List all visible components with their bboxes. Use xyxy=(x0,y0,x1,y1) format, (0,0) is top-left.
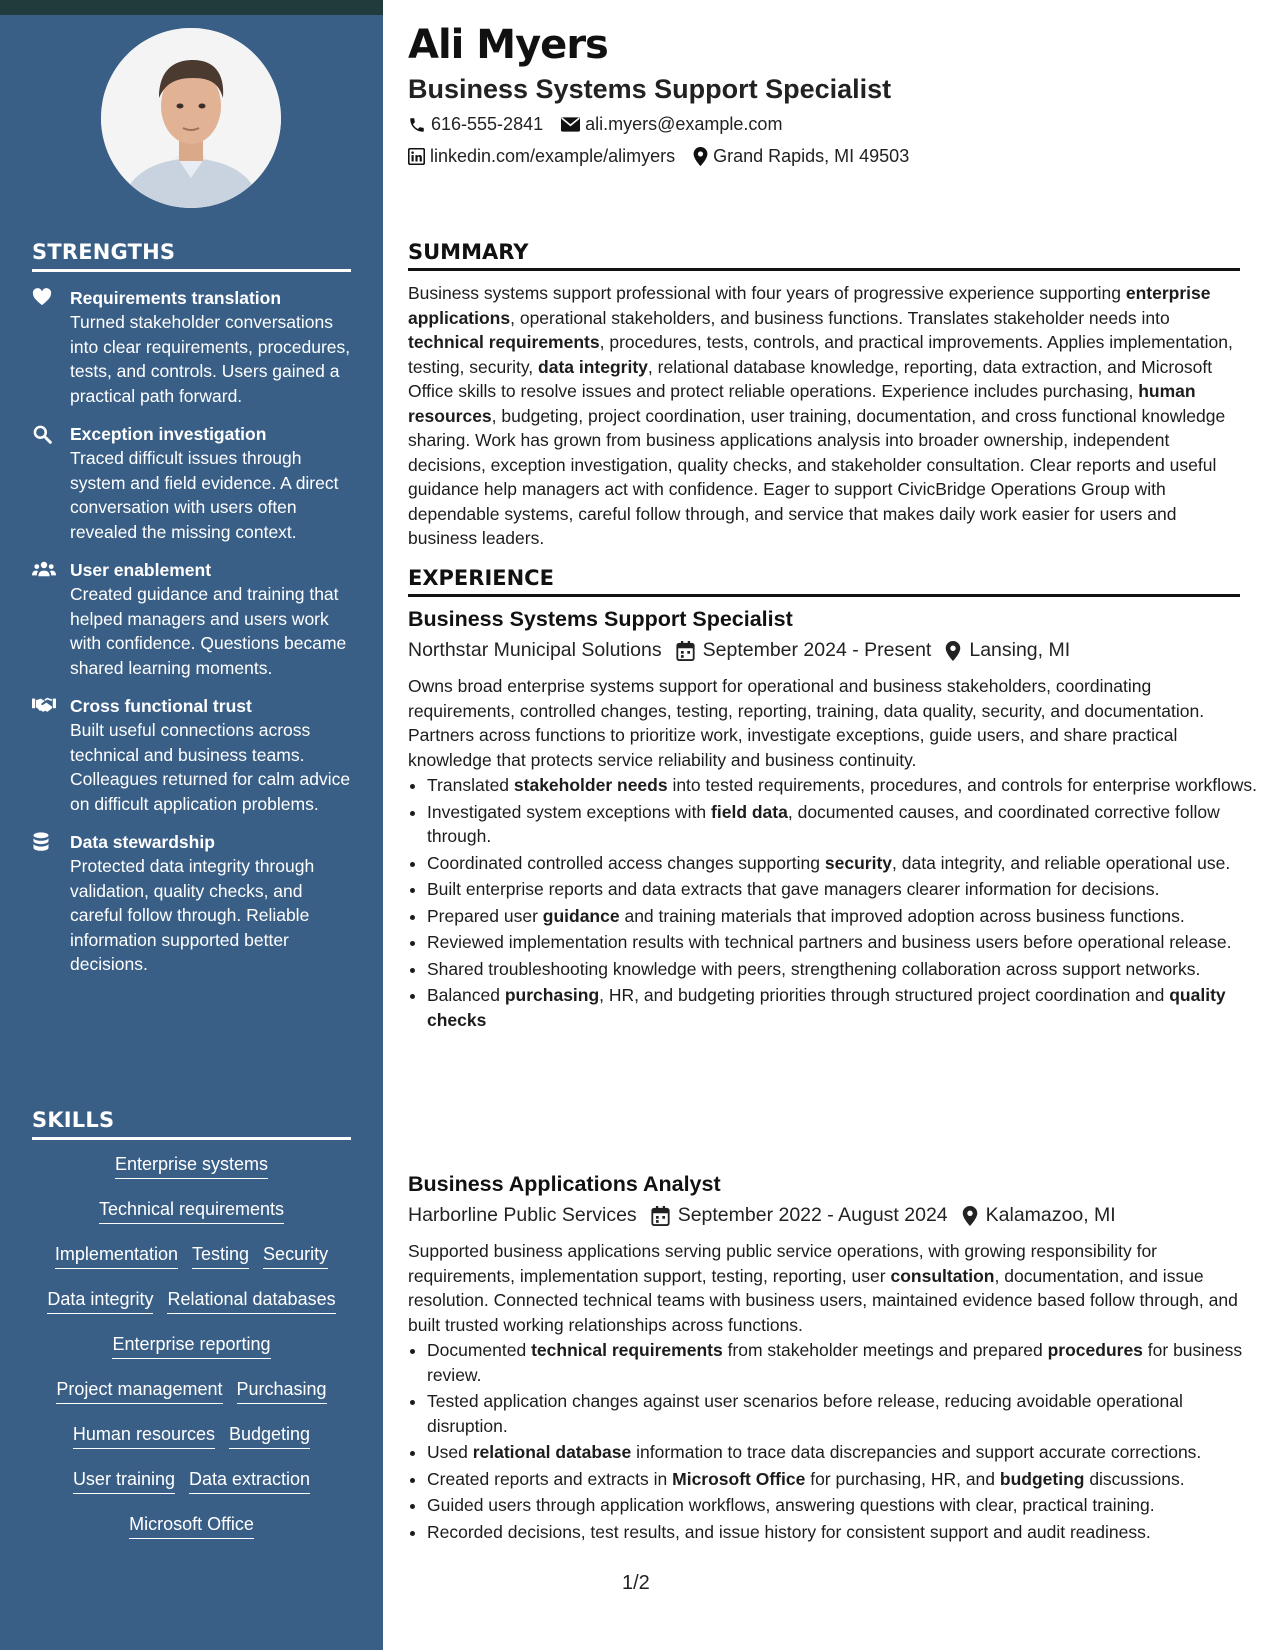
strengths-heading: STRENGTHS xyxy=(32,240,351,272)
strength-title: Cross functional trust xyxy=(70,696,252,716)
skill-tag: Data integrity xyxy=(47,1287,153,1314)
emphasis-text: relational database xyxy=(472,1442,632,1462)
strength-title: Exception investigation xyxy=(70,424,267,444)
job-dates-text: September 2024 - Present xyxy=(702,639,932,661)
emphasis-text: budgeting xyxy=(999,1468,1085,1489)
strength-item xyxy=(32,286,351,408)
handshake-icon xyxy=(32,696,54,716)
bullet-item: • Created reports and extracts in Microsoft Office for purchasing, HR, and budgeting discussions. xyxy=(427,1467,1259,1492)
skill-row xyxy=(32,1377,351,1422)
emphasis-text: consultation xyxy=(890,1265,995,1286)
skill-tag: Enterprise reporting xyxy=(112,1332,270,1359)
bullet-item: • Reviewed implementation results with technical partners and business users before operational release. xyxy=(427,930,1259,955)
database-icon xyxy=(32,832,54,852)
emphasis-text: quality checks xyxy=(427,985,1226,1030)
emphasis-text: stakeholder needs xyxy=(513,775,668,795)
summary-text: Business systems support professional with four years of progressive experience supporting enterprise applications, operational stakeholders, and business functions. Translates stakeholder needs into technical requirements, procedures, tests, controls, and practical improvements. Applies implementation, testing, security, data integrity, relational database knowledge, reporting, data extraction, and Microsoft Office skills to resolve issues and protect reliable operations. Experience includes purchasing, human resources, budgeting, project coordination, user training, documentation, and cross functional knowledge sharing. Work has grown from business applications analysis into broader ownership, independent decisions, exception investigation, quality checks, and stakeholder consultation. Clear reports and useful guidance help managers act with confidence. Eager to support CivicBridge Operations Group with dependable systems, careful follow through, and service that makes daily work easier for users and business leaders. xyxy=(408,283,1233,548)
page-number: 1/2 xyxy=(622,1572,650,1594)
bullet-item: • Tested application changes against user scenarios before release, reducing avoidable operational disruption. xyxy=(427,1389,1259,1438)
emphasis-text: procedures xyxy=(1047,1340,1143,1360)
skill-row xyxy=(32,1287,351,1332)
job-company: Harborline Public Services xyxy=(408,1204,637,1226)
strengths-list xyxy=(32,286,351,977)
linkedin-contact[interactable] xyxy=(408,146,675,167)
strength-item xyxy=(32,830,351,977)
job-location xyxy=(945,639,1070,662)
job-meta xyxy=(408,639,1084,662)
strengths-section xyxy=(32,240,351,977)
map-pin-icon xyxy=(693,147,708,166)
emphasis-text: security xyxy=(824,852,893,873)
job-dates-text: September 2022 - August 2024 xyxy=(677,1204,948,1226)
candidate-name: Ali Myers xyxy=(408,22,608,68)
job-title: Business Systems Support Specialist xyxy=(408,607,793,631)
skill-row xyxy=(32,1422,351,1467)
experience-heading: EXPERIENCE xyxy=(408,566,1240,597)
emphasis-text: guidance xyxy=(542,905,620,926)
skill-tag: Enterprise systems xyxy=(115,1152,268,1179)
phone-contact xyxy=(408,114,543,135)
strength-text: Traced difficult issues through system and field evidence. A direct conversation with users often revealed the missing context. xyxy=(70,448,339,542)
bullet-item: • Built enterprise reports and data extracts that gave managers clearer information for decisions. xyxy=(427,877,1259,902)
skill-tag: Human resources xyxy=(73,1422,215,1449)
users-icon xyxy=(32,560,54,580)
heart-icon xyxy=(32,288,54,308)
strength-text: Turned stakeholder conversations into clear requirements, procedures, tests, and controls. Users gained a practical path forward. xyxy=(70,312,351,406)
skills-section xyxy=(32,1108,351,1557)
bullet-item: • Coordinated controlled access changes supporting security, data integrity, and reliable operational use. xyxy=(427,851,1259,876)
profile-photo xyxy=(101,28,281,208)
bullet-item: • Shared troubleshooting knowledge with peers, strengthening collaboration across support networks. xyxy=(427,957,1259,982)
strength-title: Requirements translation xyxy=(70,288,282,308)
contact-row-2 xyxy=(408,146,927,167)
emphasis-text: enterprise applications xyxy=(408,283,1211,328)
skill-tag: Relational databases xyxy=(167,1287,335,1314)
summary-heading: SUMMARY xyxy=(408,240,1240,271)
strength-item xyxy=(32,694,351,816)
job-bullets xyxy=(408,1338,1259,1546)
skill-row xyxy=(32,1197,351,1242)
bullet-item: • Prepared user guidance and training materials that improved adoption across business functions. xyxy=(427,904,1259,929)
strength-title: Data stewardship xyxy=(70,832,215,852)
map-pin-icon xyxy=(962,1206,978,1226)
job-location-text: Lansing, MI xyxy=(969,639,1071,661)
emphasis-text: technical requirements xyxy=(408,332,600,352)
location-contact xyxy=(693,146,909,167)
skill-tag: Technical requirements xyxy=(99,1197,284,1224)
skill-tag: Budgeting xyxy=(229,1422,310,1449)
phone-text: 616-555-2841 xyxy=(431,114,544,134)
skill-tag: Testing xyxy=(192,1242,249,1269)
skill-tag: Purchasing xyxy=(237,1377,327,1404)
calendar-icon xyxy=(676,641,695,661)
skill-tag: Project management xyxy=(56,1377,222,1404)
magnifier-icon xyxy=(32,424,54,444)
skills-heading: SKILLS xyxy=(32,1108,351,1140)
strength-text: Built useful connections across technical and business teams. Colleagues returned for calm advice on difficult application problems. xyxy=(70,720,351,814)
skill-tag: User training xyxy=(73,1467,175,1494)
emphasis-text: Microsoft Office xyxy=(672,1468,806,1489)
email-contact[interactable] xyxy=(561,114,782,135)
skill-row xyxy=(32,1152,351,1197)
job-dates xyxy=(676,639,932,662)
email-text[interactable]: ali.myers@example.com xyxy=(585,114,783,134)
skill-tag: Microsoft Office xyxy=(129,1512,254,1539)
strength-item xyxy=(32,422,351,544)
emphasis-text: technical requirements xyxy=(531,1340,723,1360)
candidate-title: Business Systems Support Specialist xyxy=(408,74,892,104)
calendar-icon xyxy=(651,1206,670,1226)
map-pin-icon xyxy=(945,641,961,661)
job-bullets xyxy=(408,773,1259,1034)
bullet-item: • Translated stakeholder needs into tested requirements, procedures, and controls for enterprise workflows. xyxy=(427,773,1259,798)
skill-tag: Security xyxy=(263,1242,328,1269)
emphasis-text: data integrity xyxy=(538,356,648,377)
emphasis-text: field data xyxy=(711,801,788,822)
bullet-item: • Balanced purchasing, HR, and budgeting priorities through structured project coordination and quality checks xyxy=(427,983,1259,1032)
bullet-item: • Documented technical requirements from stakeholder meetings and prepared procedures for business review. xyxy=(427,1338,1259,1387)
envelope-icon xyxy=(561,117,580,132)
job-description: Supported business applications serving public service operations, with growing responsibility for requirements, implementation support, testing, reporting, user consultation, documentation, and issue resolution. Connected technical teams with business users, maintained evidence based follow through, and built trusted working relationships across functions. xyxy=(408,1241,1238,1335)
phone-icon xyxy=(408,116,426,134)
skill-row xyxy=(32,1242,351,1287)
strength-text: Created guidance and training that helped managers and users work with confidence. Questions became shared learning moments. xyxy=(70,584,347,678)
bullet-item: • Recorded decisions, test results, and issue history for consistent support and audit readiness. xyxy=(427,1520,1259,1545)
strength-item xyxy=(32,558,351,680)
skills-list xyxy=(32,1152,351,1557)
linkedin-icon xyxy=(408,148,425,165)
skill-row xyxy=(32,1512,351,1557)
job-meta xyxy=(408,1204,1130,1227)
strength-text: Protected data integrity through validation, quality checks, and careful follow through. Reliable information supported better decisions. xyxy=(70,856,315,974)
job-description: Owns broad enterprise systems support for operational and business stakeholders, coordinating requirements, controlled changes, testing, reporting, training, data quality, security, and documentation. Partners across functions to prioritize work, investigate exceptions, guide users, and share practical knowledge that protects service reliability and business continuity. xyxy=(408,676,1205,770)
contact-row-1 xyxy=(408,114,800,135)
sidebar-top-bar xyxy=(0,0,383,15)
emphasis-text: human resources xyxy=(408,381,1196,426)
linkedin-text[interactable]: linkedin.com/example/alimyers xyxy=(430,146,676,166)
emphasis-text: purchasing xyxy=(504,985,600,1005)
job-location-text: Kalamazoo, MI xyxy=(985,1204,1116,1226)
bullet-item: • Guided users through application workflows, answering questions with clear, practical training. xyxy=(427,1493,1259,1518)
skill-row xyxy=(32,1467,351,1512)
job-dates xyxy=(651,1204,948,1227)
job-title: Business Applications Analyst xyxy=(408,1172,721,1196)
location-text: Grand Rapids, MI 49503 xyxy=(713,146,910,166)
skill-tag: Implementation xyxy=(55,1242,178,1269)
skill-tag: Data extraction xyxy=(189,1467,310,1494)
bullet-item: • Used relational database information to trace data discrepancies and support accurate corrections. xyxy=(427,1440,1259,1465)
bullet-item: • Investigated system exceptions with field data, documented causes, and coordinated corrective follow through. xyxy=(427,800,1259,849)
job-location xyxy=(962,1204,1116,1227)
job-company: Northstar Municipal Solutions xyxy=(408,639,662,661)
strength-title: User enablement xyxy=(70,560,212,580)
skill-row xyxy=(32,1332,351,1377)
sidebar xyxy=(0,0,383,1650)
